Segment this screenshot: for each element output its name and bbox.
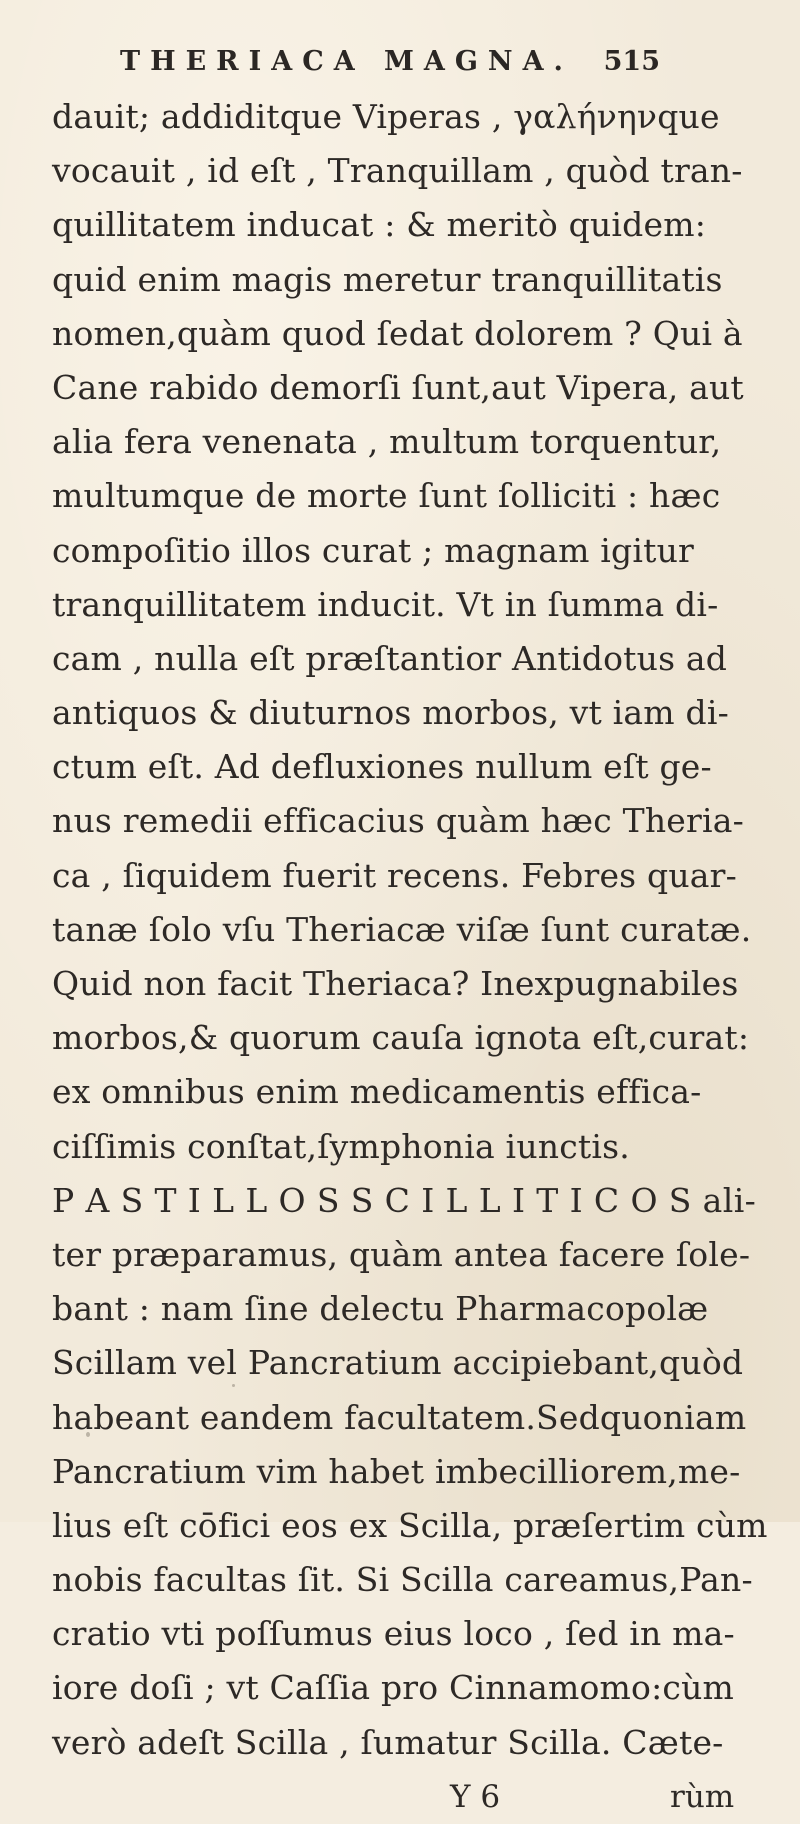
text-line: quillitatem inducat : & meritò quidem: <box>52 205 707 245</box>
text-line: tanæ ſolo vſu Theriacæ viſæ ſunt curatæ. <box>52 909 752 949</box>
catchword: rùm <box>670 1778 735 1815</box>
text-line: nobis facultas ſit. Si Scilla careamus,Pan- <box>52 1560 753 1600</box>
text-line: quid enim magis meretur tranquillitatis <box>52 259 723 299</box>
text-line: Quid non facit Theriaca? Inexpugnabiles <box>52 964 739 1003</box>
text-line: ciſſimis conſtat,ſymphonia iunctis. <box>52 1126 630 1166</box>
text-line: bant : nam ſine delectu Pharmacopolæ <box>52 1289 709 1329</box>
text-line: verò adeſt Scilla , ſumatur Scilla. Cæte- <box>52 1722 724 1762</box>
text-line: nus remedii efficacius quàm hæc Theria- <box>52 801 744 841</box>
text-line: morbos,& quorum cauſa ignota eſt,curat: <box>52 1018 750 1058</box>
running-title: THERIACA MAGNA. <box>120 46 573 77</box>
text-line: ex omnibus enim medicamentis effica- <box>52 1072 702 1112</box>
text-line: Scillam vel Pancratium accipiebant,quòd <box>52 1343 744 1383</box>
text-line: antiquos & diuturnos morbos, vt iam di- <box>52 693 729 733</box>
body-text <box>52 90 782 1824</box>
text-line: habeant eandem facultatem.Sedquoniam <box>52 1397 747 1437</box>
text-line: iore doſi ; vt Caſſia pro Cinnamomo:cùm <box>52 1668 735 1708</box>
text-line: multumque de morte ſunt ſolliciti : hæc <box>52 476 721 516</box>
text-line: Cane rabido demorſi ſunt,aut Vipera, aut <box>52 367 744 407</box>
text-line: dauit; addiditque Viperas , γαλήνηνque <box>52 97 720 136</box>
text-line: cam , nulla eſt præſtantior Antidotus ad <box>52 638 728 678</box>
paper-speck <box>232 1384 235 1387</box>
page-header <box>120 46 660 86</box>
text-line: alia fera venenata , multum torquentur, <box>52 422 722 462</box>
text-line: nomen,quàm quod ſedat dolorem ? Qui à <box>52 313 743 353</box>
paper-speck <box>86 1432 90 1437</box>
text-line: P A S T I L L O S S C I L L I T I C O S ali- <box>52 1180 757 1220</box>
text-line: ter præparamus, quàm antea facere ſole- <box>52 1234 751 1274</box>
page-footer <box>52 1770 782 1824</box>
text-line: cratio vti poſſumus eius loco , ſed in ma- <box>52 1614 735 1654</box>
text-line: vocauit , id eſt , Tranquillam , quòd tran- <box>52 151 743 191</box>
page-number: 515 <box>603 46 660 77</box>
text-line: tranquillitatem inducit. Vt in ſumma di- <box>52 584 719 624</box>
text-line: compoſitio illos curat ; magnam igitur <box>52 530 694 570</box>
signature-mark: Y 6 <box>450 1778 501 1815</box>
text-line: lius eſt cōfici eos ex Scilla, præſertim cùm <box>52 1505 768 1545</box>
text-line: ca , ſiquidem fuerit recens. Febres quar- <box>52 855 737 895</box>
text-line: Pancratium vim habet imbecilliorem,me- <box>52 1451 741 1491</box>
text-line: ctum eſt. Ad defluxiones nullum eſt ge- <box>52 747 712 787</box>
